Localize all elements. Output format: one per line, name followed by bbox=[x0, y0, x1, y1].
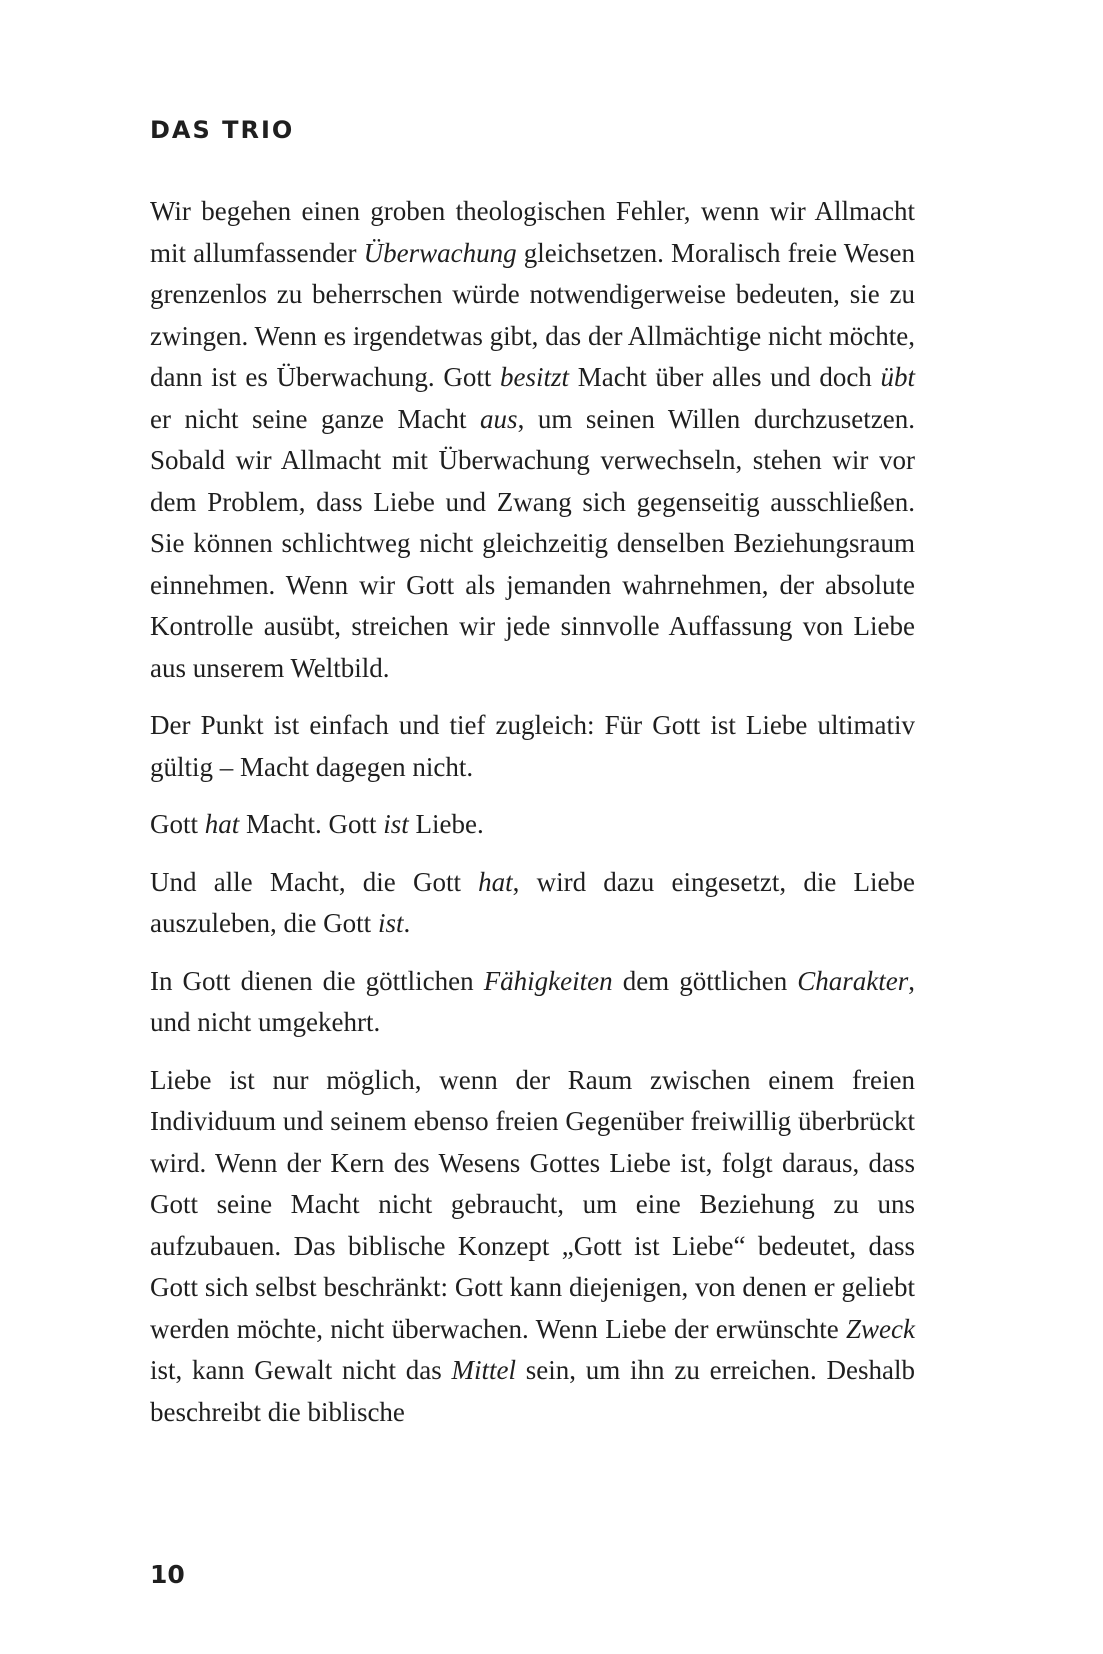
text-run: Und alle Macht, die Gott bbox=[150, 866, 479, 897]
paragraph bbox=[150, 961, 915, 1044]
running-head: DAS TRIO bbox=[150, 116, 295, 144]
italic-text: hat bbox=[204, 809, 240, 839]
italic-text: Charakter bbox=[797, 965, 909, 996]
text-run: Wir begehen einen groben theologischen Fehler, wenn wir Allmacht mit allumfassender bbox=[150, 196, 915, 268]
paragraph bbox=[150, 804, 915, 846]
paragraph bbox=[150, 705, 915, 788]
text-run: ist, kann Gewalt nicht das bbox=[150, 1355, 452, 1385]
page-number: 10 bbox=[150, 1560, 185, 1589]
italic-text: ist bbox=[383, 809, 409, 839]
text-run: Macht über alles und doch bbox=[569, 362, 881, 392]
italic-text: hat bbox=[478, 866, 513, 897]
paragraph bbox=[150, 191, 915, 689]
italic-text: ist bbox=[377, 908, 404, 938]
text-run: Der Punkt ist einfach und tief zugleich: Für Gott ist Liebe ultimativ gültig – Macht dagegen nicht. bbox=[150, 710, 915, 782]
text-run: er nicht seine ganze Macht bbox=[150, 403, 481, 434]
italic-text: Überwachung bbox=[363, 237, 517, 268]
text-run: In Gott dienen die göttlichen bbox=[150, 965, 484, 996]
italic-text: Fähigkeiten bbox=[483, 965, 613, 996]
italic-text: Mittel bbox=[451, 1355, 517, 1385]
text-run: , und nicht umgekehrt. bbox=[150, 965, 916, 1037]
text-run: Macht. Gott bbox=[239, 809, 384, 839]
text-run: . bbox=[403, 908, 411, 938]
italic-text: Zweck bbox=[846, 1313, 915, 1344]
text-run: Gott bbox=[150, 809, 205, 839]
italic-text: besitzt bbox=[500, 362, 570, 392]
italic-text: aus bbox=[480, 403, 518, 434]
paragraph bbox=[150, 1060, 915, 1434]
italic-text: übt bbox=[880, 362, 915, 392]
body-text bbox=[150, 191, 915, 1449]
text-run: , um seinen Willen durchzusetzen. Sobald wir Allmacht mit Überwachung verwechseln, stehen wir vor dem Problem, dass Liebe und Zwang sich gegenseitig ausschließen. Sie können schlichtweg nicht gleichzeitig denselben Beziehungsraum einnehmen. Wenn wir Gott als jemanden wahrnehmen, der absolute Kontrolle ausübt, streichen wir jede sinnvolle Auffassung von Liebe aus unserem Weltbild. bbox=[150, 403, 915, 683]
text-run: , wird dazu eingesetzt, die Liebe auszuleben, die Gott bbox=[150, 866, 915, 938]
text-run: Liebe. bbox=[408, 809, 484, 839]
text-run: dem göttlichen bbox=[612, 965, 798, 996]
text-run: gleichsetzen. Moralisch freie Wesen grenzenlos zu beherrschen würde notwendigerweise bedeuten, sie zu zwingen. Wenn es irgendetwas gibt, das der Allmächtige nicht möchte, dann ist es Überwachung. Gott bbox=[150, 237, 915, 392]
paragraph bbox=[150, 862, 915, 945]
text-run: Liebe ist nur möglich, wenn der Raum zwischen einem freien Individuum und seinem ebenso freien Gegenüber freiwillig überbrückt wird. Wenn der Kern des Wesens Gottes Liebe ist, folgt daraus, dass Gott seine Macht nicht gebraucht, um eine Beziehung zu uns aufzubauen. Das biblische Konzept „Gott ist Liebe“ bedeutet, dass Gott sich selbst beschränkt: Gott kann diejenigen, von denen er geliebt werden möchte, nicht überwachen. Wenn Liebe der erwünschte bbox=[150, 1064, 915, 1344]
text-run: sein, um ihn zu erreichen. Deshalb beschreibt die biblische bbox=[150, 1355, 915, 1427]
